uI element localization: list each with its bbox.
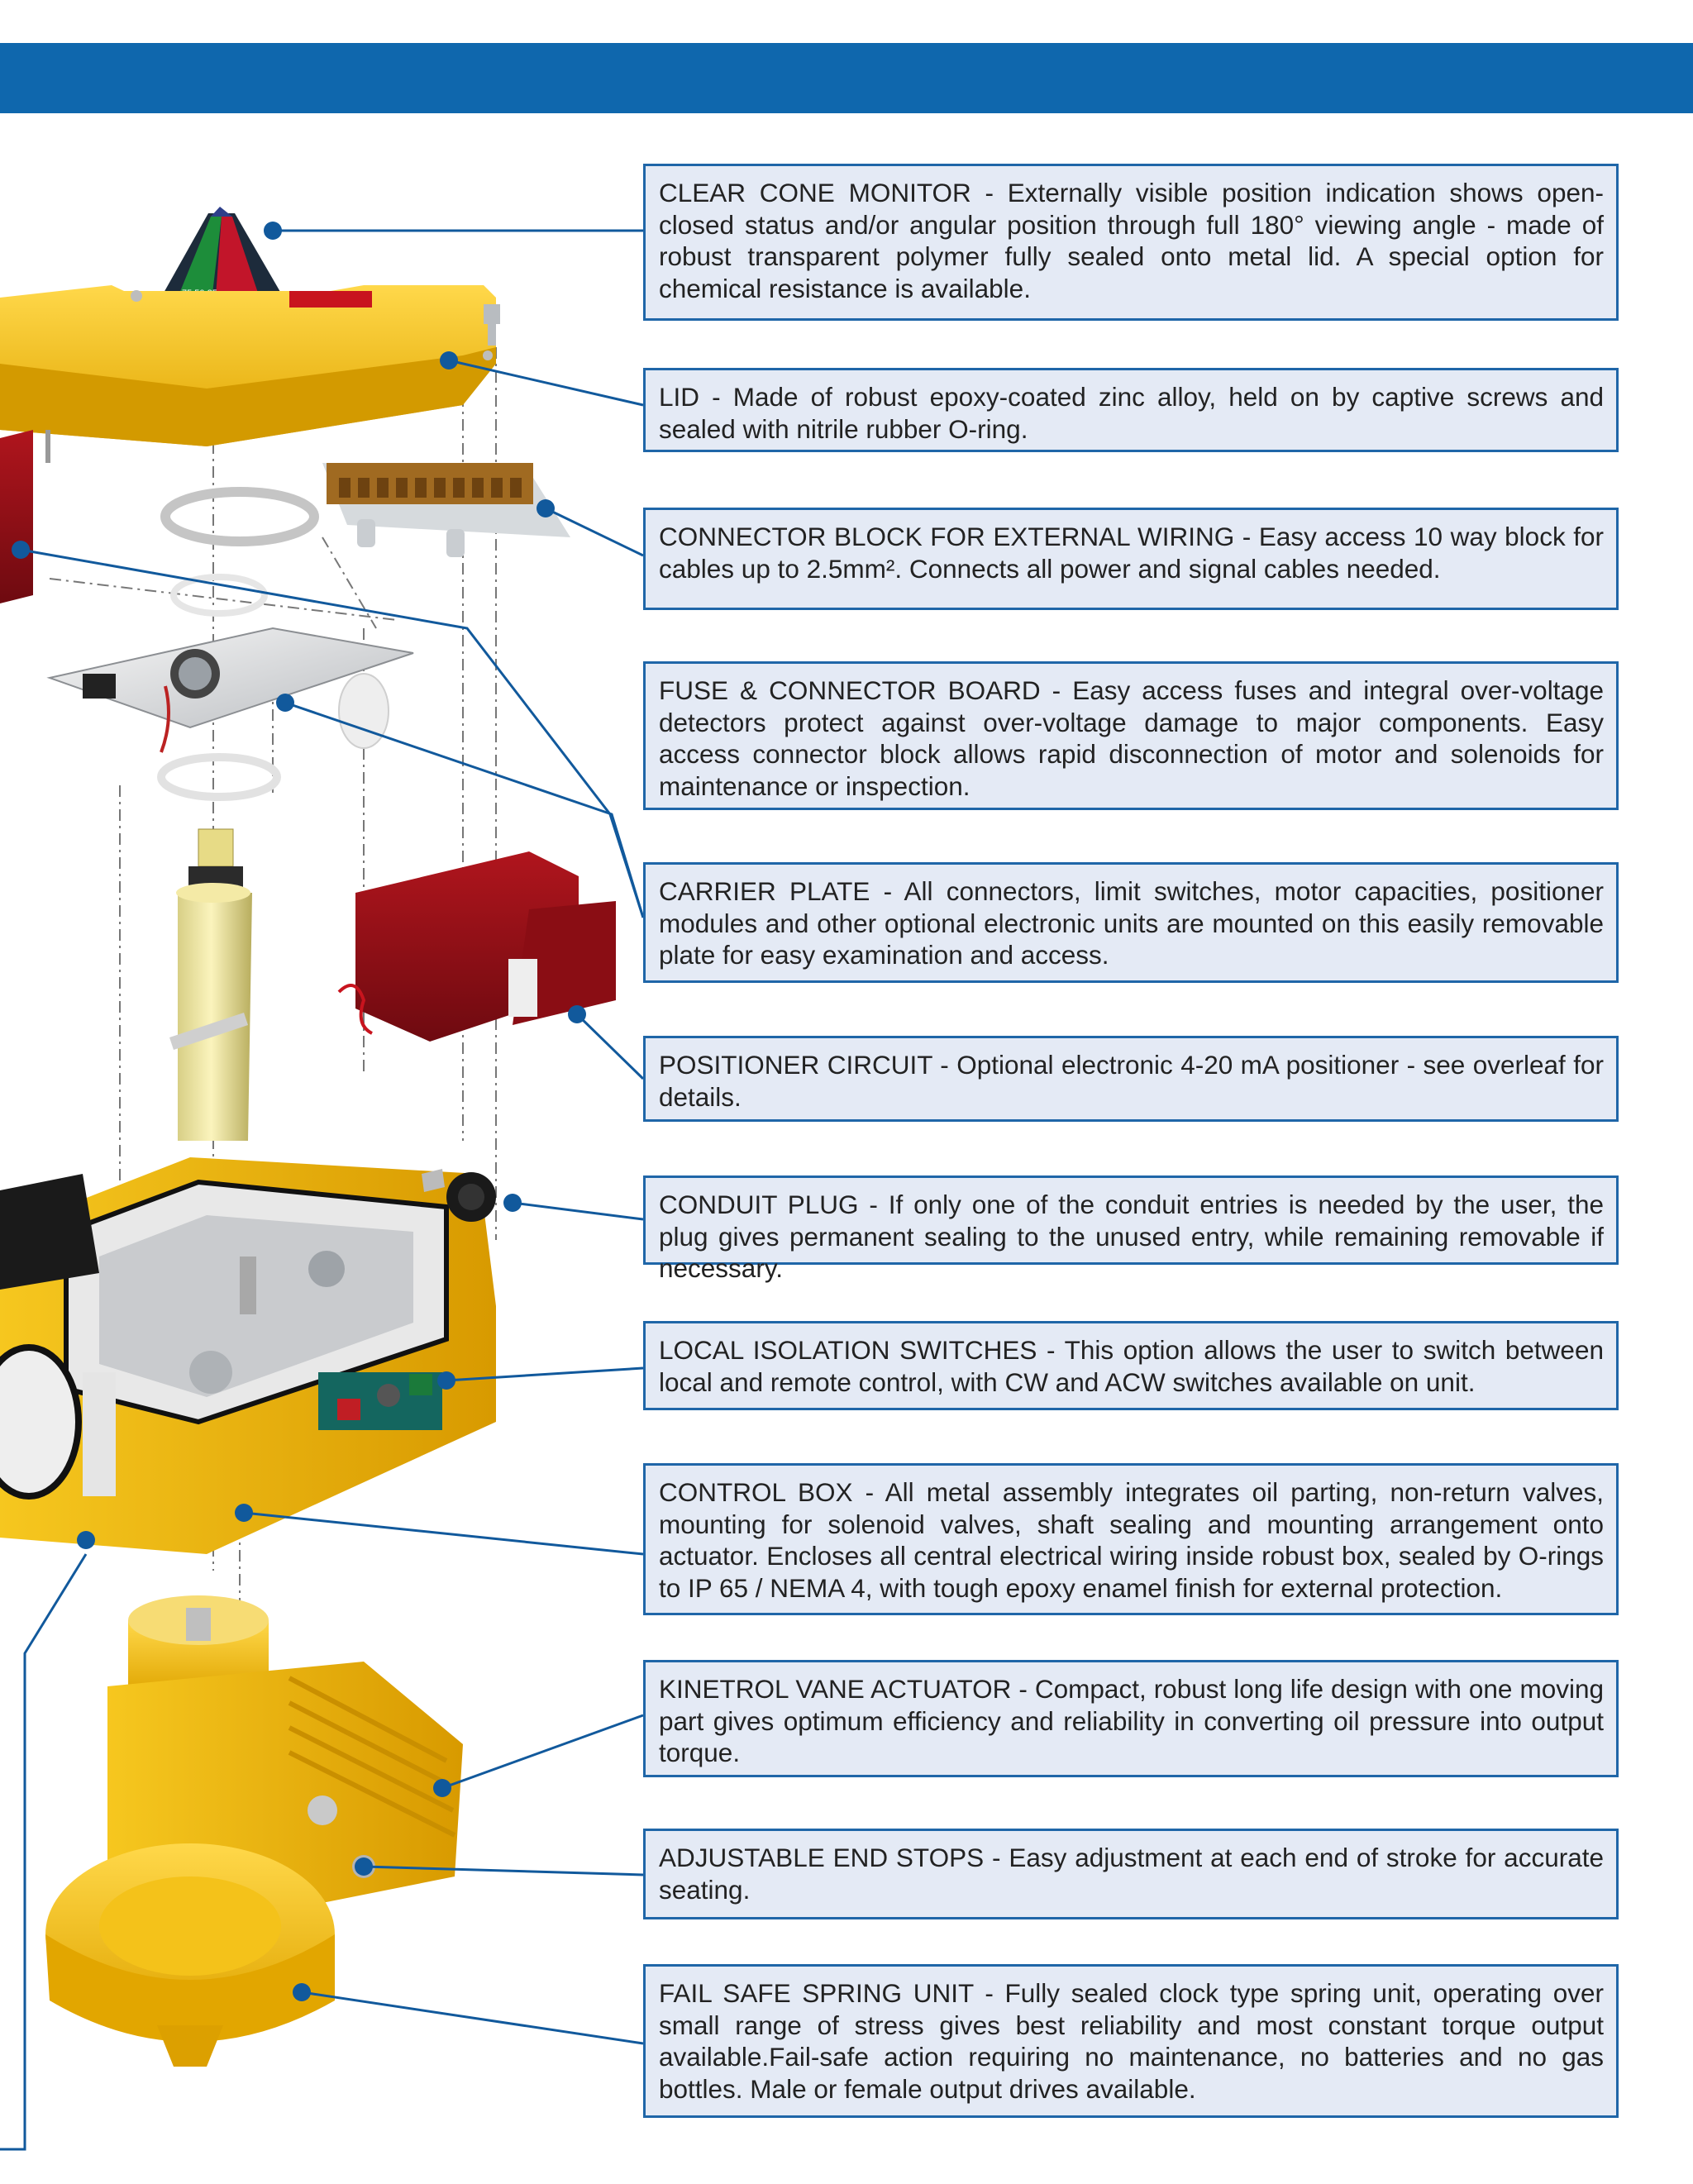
callout-text: CLEAR CONE MONITOR - Externally visible position indication shows open-closed status and/or angular position through full 180° viewing angle - made of robust transparent polymer fully sealed onto metal lid. A special option for chemical resistance is available. bbox=[659, 178, 1604, 303]
carrier-plate-part bbox=[50, 628, 413, 752]
anchor-dot-isolation-switches bbox=[437, 1371, 455, 1390]
anchor-dot-positioner bbox=[568, 1005, 586, 1023]
callout-text: CONDUIT PLUG - If only one of the conduit entries is needed by the user, the plug gives permanent sealing to the unused entry, while remaining removable if necessary. bbox=[659, 1190, 1604, 1283]
callout-kinetrol-vane-actuator bbox=[643, 1660, 1619, 1777]
callout-text: POSITIONER CIRCUIT - Optional electronic 4-20 mA positioner - see overleaf for details. bbox=[659, 1050, 1604, 1112]
callout-fail-safe-spring-unit bbox=[643, 1964, 1619, 2118]
callout-positioner-circuit bbox=[643, 1036, 1619, 1122]
callout-control-box bbox=[643, 1463, 1619, 1615]
anchor-dot-vane-actuator bbox=[433, 1779, 451, 1797]
connector-block-part bbox=[322, 463, 570, 557]
callout-text: CONTROL BOX - All metal assembly integrates oil parting, non-return valves, mounting for solenoid valves, shaft sealing and mounting arrangement onto actuator. Encloses all central electrical wiring inside robust box, sealed by O-rings to IP 65 / NEMA 4, with tough epoxy enamel finish for external protection. bbox=[659, 1477, 1604, 1603]
spring-unit-part bbox=[45, 1843, 335, 2067]
anchor-dot-lid bbox=[440, 351, 458, 370]
circlip-ring bbox=[165, 492, 314, 541]
anchor-dot-conduit-plug bbox=[503, 1194, 522, 1212]
callout-carrier-plate bbox=[643, 862, 1619, 983]
anchor-dot-fuse-board bbox=[12, 541, 30, 559]
anchor-dot-spring-unit bbox=[293, 1983, 311, 2001]
callout-adjustable-end-stops bbox=[643, 1829, 1619, 1919]
anchor-dot-control-box bbox=[235, 1504, 253, 1522]
callout-text: FUSE & CONNECTOR BOARD - Easy access fuses and integral over-voltage detectors protect against over-voltage damage to major components. Easy access connector block allows rapid disconnection of motor and solenoids for maintenance or inspection. bbox=[659, 675, 1604, 801]
side-solenoid-part bbox=[0, 430, 33, 603]
callout-text-a: FAIL SAFE SPRING UNIT - Fully sealed clock type spring unit, operating over small range of stress gives best reliability and most constant torque output available. bbox=[659, 1978, 1604, 2072]
drive-shaft-part bbox=[169, 829, 252, 1141]
anchor-dot-connector-block bbox=[537, 499, 555, 517]
callout-conduit-plug bbox=[643, 1175, 1619, 1283]
callout-clear-cone-monitor bbox=[643, 164, 1619, 321]
o-ring-lower bbox=[161, 757, 277, 797]
control-box-part bbox=[0, 1157, 496, 1554]
callout-text: LOCAL ISOLATION SWITCHES - This option allows the user to switch between local and remote control, with CW and ACW switches available on unit. bbox=[659, 1335, 1604, 1397]
lid-part bbox=[0, 285, 500, 446]
anchor-dot-actuator-left bbox=[77, 1531, 95, 1549]
anchor-dot-end-stops bbox=[355, 1857, 373, 1876]
callout-text: CONNECTOR BLOCK FOR EXTERNAL WIRING - Easy access 10 way block for cables up to 2.5mm². Connects all power and signal cables needed. bbox=[659, 522, 1604, 584]
callout-text: LID - Made of robust epoxy-coated zinc alloy, held on by captive screws and sealed with nitrile rubber O-ring. bbox=[659, 382, 1604, 444]
callout-text: CARRIER PLATE - All connectors, limit switches, motor capacities, positioner modules and other optional electronic units are mounted on this easily removable plate for easy examination and access. bbox=[659, 876, 1604, 970]
anchor-dot-cone bbox=[264, 222, 282, 240]
callout-text: KINETROL VANE ACTUATOR - Compact, robust long life design with one moving part gives optimum efficiency and reliability in converting oil pressure into output torque. bbox=[659, 1674, 1604, 1767]
anchor-dot-carrier-plate bbox=[276, 694, 294, 712]
callout-text: ADJUSTABLE END STOPS - Easy adjustment at each end of stroke for accurate seating. bbox=[659, 1843, 1604, 1905]
callout-fuse-connector-board bbox=[643, 661, 1619, 810]
callout-lid bbox=[643, 368, 1619, 452]
callout-local-isolation-switches bbox=[643, 1321, 1619, 1410]
callout-connector-block bbox=[643, 508, 1619, 610]
callout-text-b: Fail-safe action requiring no maintenance, no batteries and no gas bottles. Male or female output drives available. bbox=[659, 2042, 1604, 2104]
left-leader-line bbox=[0, 1554, 86, 2149]
